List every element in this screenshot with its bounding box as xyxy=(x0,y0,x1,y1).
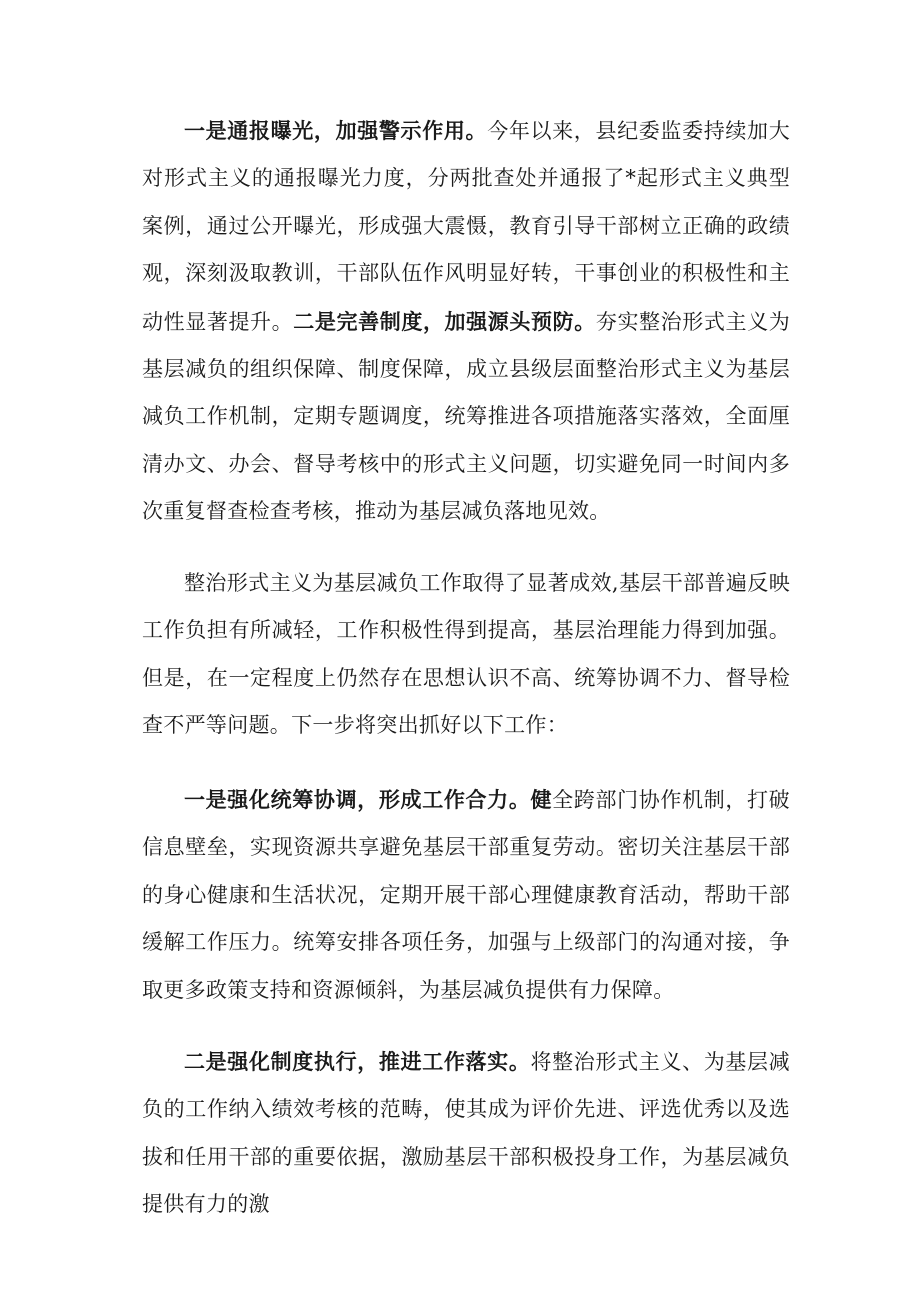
paragraph-2 xyxy=(142,560,790,750)
paragraph-1 xyxy=(142,107,790,536)
body-text: 全跨部门协作机制，打破信息壁垒，实现资源共享避免基层干部重复劳动。密切关注基层干部的身心健康和生活状况，定期开展干部心理健康教育活动，帮助干部缓解工作压力。统筹安排各项任务，加强与上级部门的沟通对接，争取更多政策支持和资源倾斜，为基层减负提供有力保障。 xyxy=(142,788,790,1002)
heading-system-execution: 二是强化制度执行，推进工作落实。 xyxy=(184,1049,531,1074)
body-text: 夯实整治形式主义为基层减负的组织保障、制度保障，成立县级层面整治形式主义为基层减负工作机制，定期专题调度，统筹推进各项措施落实落效，全面厘清办文、办会、督导考核中的形式主义问题，切实避免同一时间内多次重复督查检查考核，推动为基层减负落地见效。 xyxy=(142,309,791,524)
heading-notify-exposure: 一是通报曝光，加强警示作用。 xyxy=(184,118,488,143)
paragraph-4 xyxy=(142,1038,790,1229)
body-text: 将整治形式主义、为基层减负的工作纳入绩效考核的范畴，使其成为评价先进、评选优秀以及选拔和任用干部的重要依据，激励基层干部积极投身工作，为基层减负提供有力的激 xyxy=(142,1050,790,1217)
body-text: 整治形式主义为基层减负工作取得了显著成效,基层干部普遍反映工作负担有所减轻，工作积极性得到提高，基层治理能力得到加强。但是，在一定程度上仍然存在思想认识不高、统筹协调不力、督导检查不严等问题。下一步将突出抓好以下工作： xyxy=(142,571,790,738)
body-text: 今年以来，县纪委监委持续加大对形式主义的通报曝光力度，分两批查处并通报了*起形式主义典型案例，通过公开曝光，形成强大震慑，教育引导干部树立正确的政绩观，深刻汲取教训，干部队伍作风明显好转，干事创业的积极性和主动性显著提升。 xyxy=(142,119,791,334)
paragraph-3 xyxy=(142,776,790,1014)
heading-improve-system: 二是完善制度，加强源头预防。 xyxy=(293,308,596,334)
heading-coordination: 一是强化统筹协调，形成工作合力。健 xyxy=(184,787,553,812)
